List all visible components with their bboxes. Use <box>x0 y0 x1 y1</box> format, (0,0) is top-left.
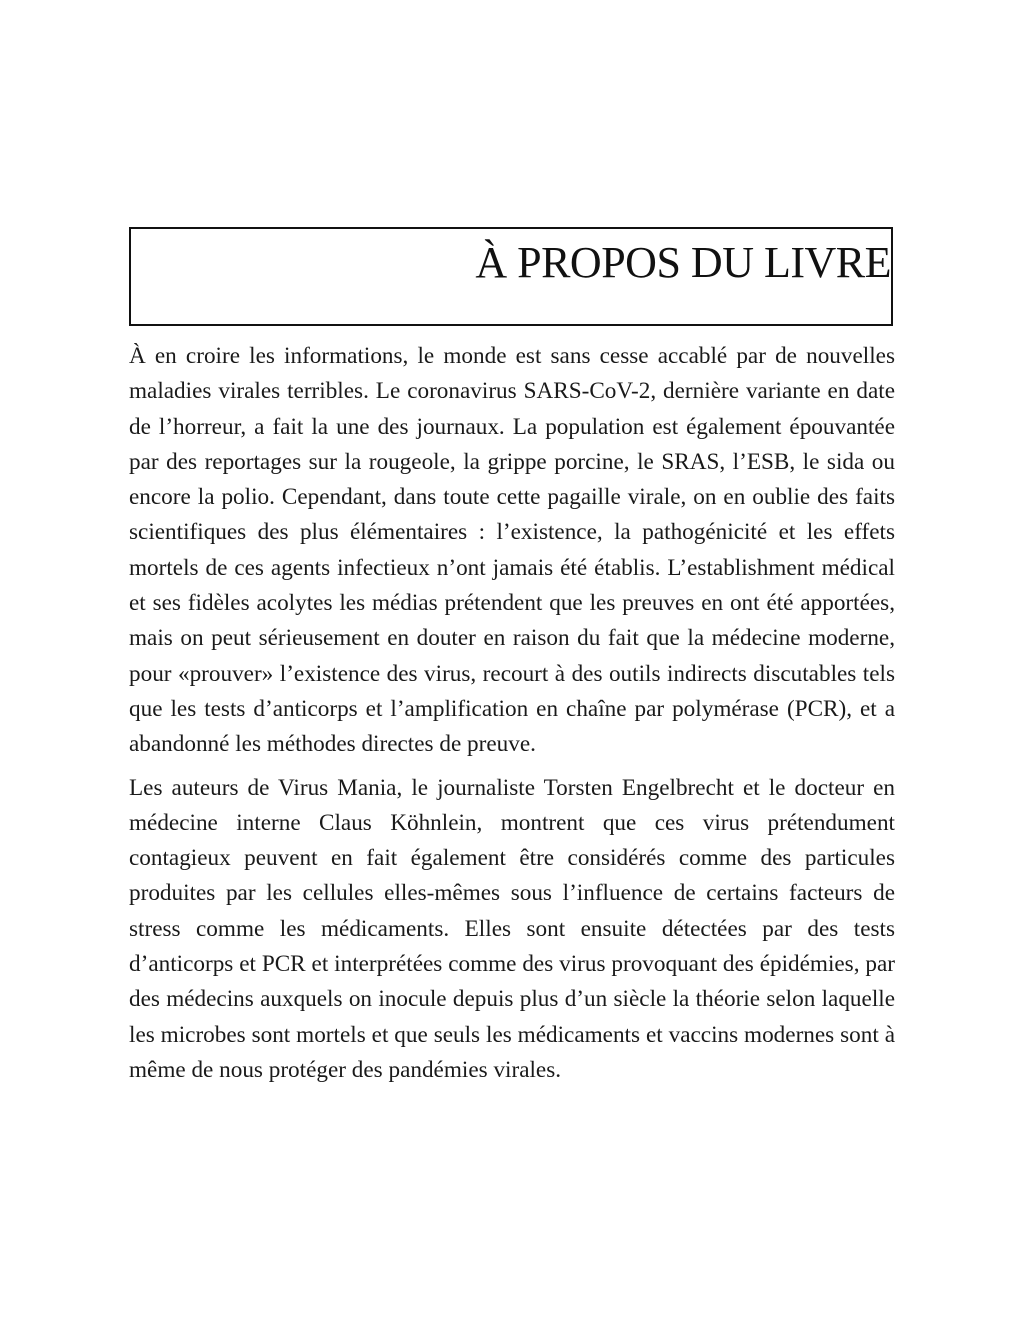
page-title: À PROPOS DU LIVRE <box>475 238 891 287</box>
body-text <box>129 339 895 1096</box>
title-box <box>129 227 893 326</box>
paragraph-1: À en croire les informations, le monde est sans cesse accablé par de nouvelles maladies virales terribles. Le coronavirus SARS-CoV-2, dernière variante en date de l’horreur, a fait la une des journaux. La population est également épouvantée par des reportages sur la rougeole, la grippe porcine, le SRAS, l’ESB, le sida ou encore la polio. Cependant, dans toute cette pagaille virale, on en oublie des faits scientifiques des plus élémentaires : l’existence, la pathogénicité et les effets mortels de ces agents infectieux n’ont jamais été établis. L’establishment médical et ses fidèles acolytes les médias prétendent que les preuves en ont été apportées, mais on peut sérieusement en douter en raison du fait que la médecine moderne, pour «prouver» l’existence des virus, recourt à des outils indirects discutables tels que les tests d’anticorps et l’amplification en chaîne par polymérase (PCR), et a abandonné les méthodes directes de preuve. <box>129 343 895 758</box>
paragraph-2: Les auteurs de Virus Mania, le journaliste Torsten Engelbrecht et le docteur en médecine interne Claus Köhnlein, montrent que ces virus prétendument contagieux peuvent en fait également être considérés comme des particules produites par les cellules elles-mêmes sous l’influence de certains facteurs de stress comme les médicaments. Elles sont ensuite détectées par des tests d’anticorps et PCR et interprétées comme des virus provoquant des épidémies, par des médecins auxquels on inocule depuis plus d’un siècle la théorie selon laquelle les microbes sont mortels et que seuls les médicaments et vaccins modernes sont à même de nous protéger des pandémies virales. <box>129 774 895 1083</box>
